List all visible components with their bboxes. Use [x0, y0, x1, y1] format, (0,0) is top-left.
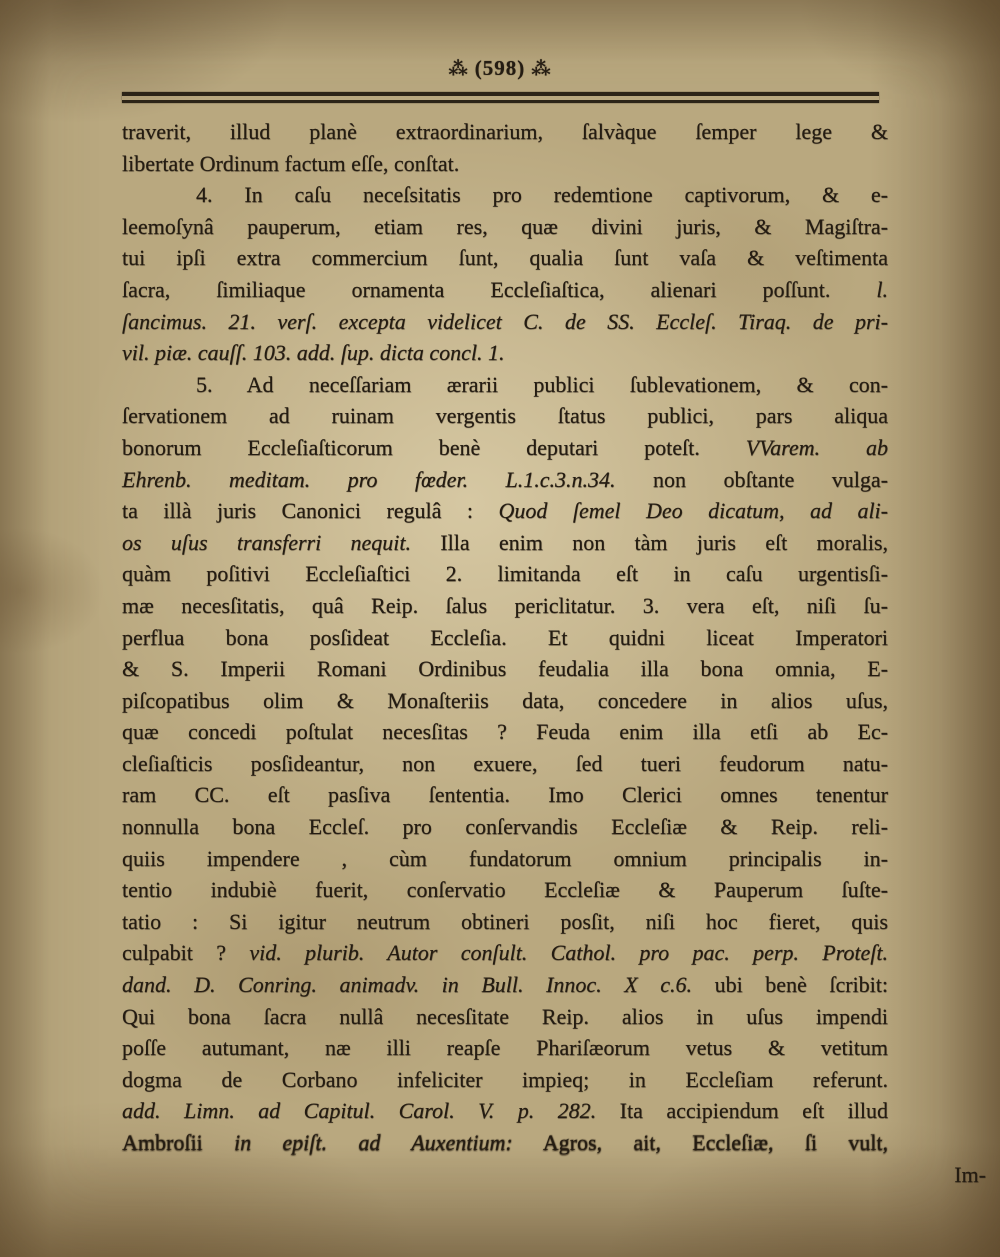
text-line: [122, 179, 888, 211]
body-text: Ambroſii: [122, 1130, 234, 1155]
text-line: [122, 906, 888, 938]
citation-text: Quod ſemel Deo dicatum, ad ali-: [498, 498, 888, 524]
text-line: [122, 1064, 888, 1096]
text-line: [122, 464, 888, 496]
body-text: poſſe autumant, næ illi reapſe Phariſæorum vetus & vetitum: [122, 1035, 888, 1061]
body-text: mæ necesſitatis, quâ Reip. ſalus periclitatur. 3. vera eſt, niſi ſu-: [122, 592, 888, 618]
text-line: [122, 211, 888, 243]
body-text: ta illà juris Canonici regulâ :: [122, 498, 499, 524]
text-line: [122, 1001, 888, 1033]
body-text: ram CC. eſt pasſiva ſententia. Imo Clerici omnes tenentur: [122, 782, 888, 808]
body-text: ubi benè ſcribit:: [692, 972, 889, 998]
citation-text: ſancimus. 21. verſ. excepta videlicet C. de SS. Eccleſ. Tiraq. de pri-: [122, 308, 888, 334]
text-line: [122, 306, 888, 338]
citation-text: l.: [876, 276, 888, 302]
body-text: & S. Imperii Romani Ordinibus feudalia illa bona omnia, E-: [122, 656, 888, 682]
body-text: libertate Ordinum factum eſſe, conſtat.: [122, 150, 460, 176]
body-text: Qui bona ſacra nullâ necesſitate Reip. alios in uſus impendi: [122, 1003, 888, 1029]
text-line: [122, 1032, 888, 1064]
text-line: [122, 337, 888, 369]
body-text: Ita accipiendum eſt illud: [596, 1098, 888, 1124]
text-line: [122, 748, 888, 780]
body-text: quiis impendere , cùm fundatorum omnium principalis in-: [122, 845, 888, 871]
body-text: Illa enim non tàm juris eſt moralis,: [410, 529, 888, 555]
text-line: [122, 400, 888, 432]
body-text: perflua bona posſideat Eccleſia. Et quidni liceat Imperatori: [122, 624, 888, 650]
fleuron-left-icon: ⁂: [448, 59, 469, 80]
text-line: [122, 242, 888, 274]
text-line: [122, 716, 888, 748]
body-text: Agros, ait, Eccleſiæ, ſi vult,: [512, 1130, 888, 1155]
fleuron-right-icon: ⁂: [531, 59, 552, 80]
text-line: [122, 432, 888, 464]
text-line: [122, 148, 888, 180]
body-text: leemoſynâ pauperum, etiam res, quæ divini juris, & Magiſtra-: [122, 213, 888, 239]
text-line: [122, 622, 888, 654]
body-text: culpabit ?: [122, 940, 250, 966]
body-text: dogma de Corbano infeliciter impieq; in Eccleſiam referunt.: [122, 1066, 888, 1092]
text-line: [122, 495, 888, 527]
body-text: 5. Ad neceſſariam ærarii publici ſublevationem, & con-: [196, 371, 888, 397]
body-text: quàm poſitivi Eccleſiaſtici 2. limitanda eſt in caſu urgentisſi-: [122, 561, 888, 587]
page-header: [0, 56, 1000, 81]
body-text: 4. In caſu neceſsitatis pro redemtione captivorum, & e-: [196, 182, 888, 208]
text-line: [122, 1095, 888, 1127]
body-text: nonnulla bona Eccleſ. pro conſervandis Eccleſiæ & Reip. reli-: [122, 814, 888, 840]
text-line: [122, 558, 888, 590]
citation-text: VVarem. ab: [745, 434, 888, 460]
body-text: bonorum Eccleſiaſticorum benè deputari poteſt.: [122, 434, 746, 460]
text-line: [122, 1127, 888, 1159]
body-text: cleſiaſticis posſideantur, non exuere, ſed tueri feudorum natu-: [122, 750, 888, 776]
text-block: [122, 116, 888, 1159]
citation-text: vil. piæ. cauſſ. 103. add. ſup. dicta concl. 1.: [122, 340, 505, 366]
body-text: quæ concedi poſtulat necesſitas ? Feuda enim illa etſi ab Ec-: [122, 719, 888, 745]
text-line: [122, 685, 888, 717]
body-text: tui ipſi extra commercium ſunt, qualia ſunt vaſa & veſtimenta: [122, 245, 888, 271]
body-text: non obſtante vulga-: [615, 466, 888, 492]
text-line: [122, 969, 888, 1001]
citation-text: in epiſt. ad Auxentium:: [233, 1130, 513, 1155]
citation-text: add. Limn. ad Capitul. Carol. V. p. 282.: [122, 1098, 597, 1124]
body-text: piſcopatibus olim & Monaſteriis data, concedere in alios uſus,: [122, 687, 888, 713]
page-number: (598): [474, 56, 526, 80]
body-text: ſervationem ad ruinam vergentis ſtatus publici, pars aliqua: [122, 403, 888, 429]
text-line: [122, 874, 888, 906]
body-text: tentio indubiè fuerit, conſervatio Eccleſiæ & Pauperum ſuſte-: [122, 877, 888, 903]
text-line: [122, 843, 888, 875]
text-line: [122, 527, 888, 559]
body-text: traverit, illud planè extraordinarium, ſalvàque ſemper lege &: [122, 119, 888, 144]
text-line: [122, 779, 888, 811]
text-line: [122, 116, 888, 148]
body-text: tatio : Si igitur neutrum obtineri posſit, niſi hoc fieret, quis: [122, 908, 888, 934]
text-line: [122, 590, 888, 622]
catchword: Im-: [954, 1161, 986, 1187]
text-line: [122, 937, 888, 969]
citation-text: Ehrenb. meditam. pro fœder. L.1.c.3.n.34.: [122, 466, 616, 492]
text-line: [122, 274, 888, 306]
body-text: ſacra, ſimiliaque ornamenta Eccleſiaſtica, alienari poſſunt.: [122, 276, 877, 302]
citation-text: vid. plurib. Autor conſult. Cathol. pro pac. perp. Proteſt.: [249, 940, 888, 966]
text-line: [122, 369, 888, 401]
citation-text: os uſus transferri nequit.: [122, 529, 411, 555]
text-line: [122, 811, 888, 843]
text-line: [122, 653, 888, 685]
citation-text: dand. D. Conring. animadv. in Bull. Innoc. X c.6.: [122, 972, 692, 998]
double-rule: [122, 92, 879, 103]
